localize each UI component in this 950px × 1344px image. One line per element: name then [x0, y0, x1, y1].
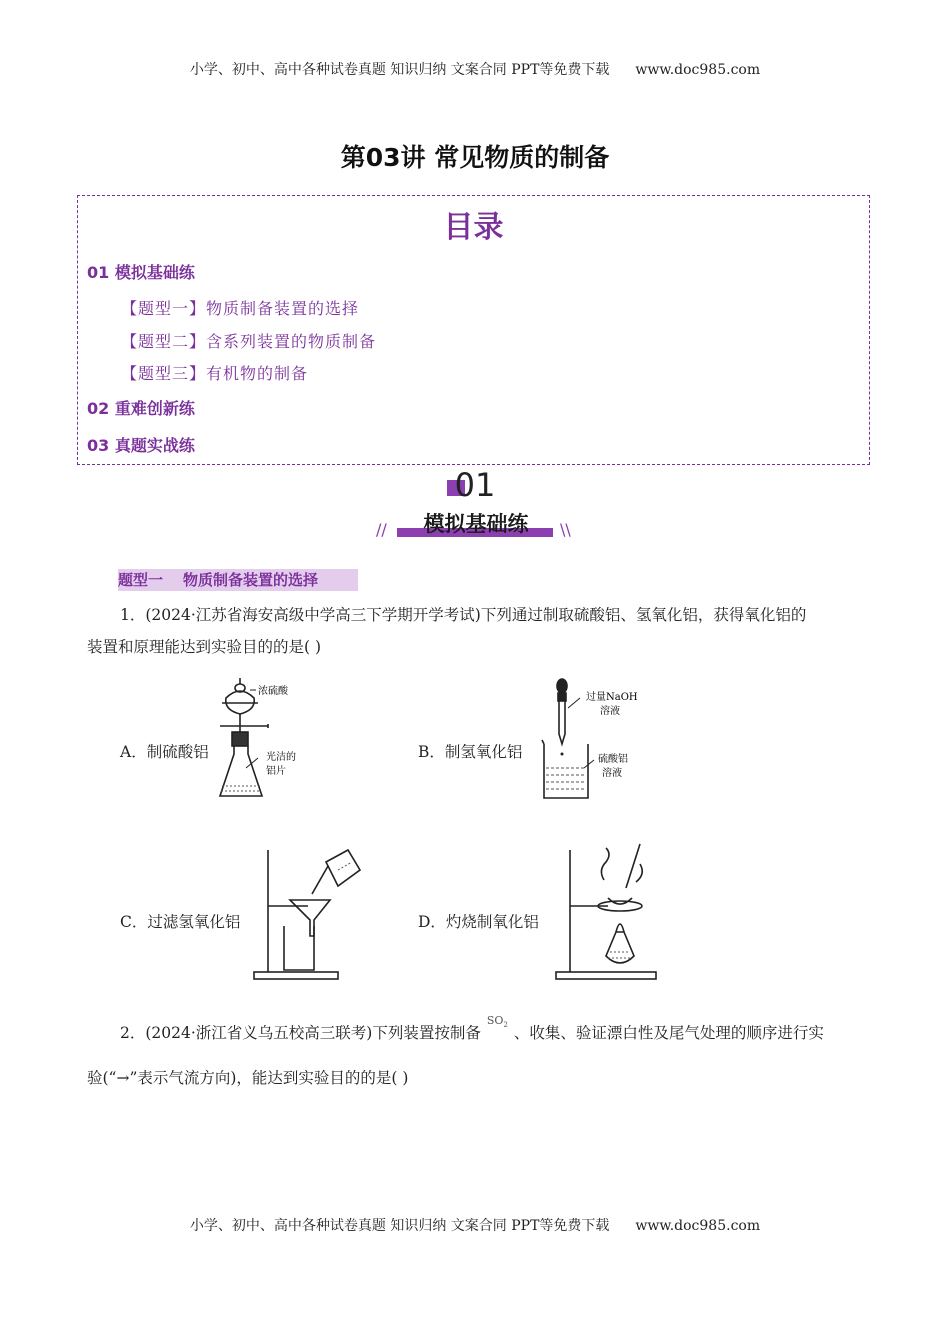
- footer-text: 小学、初中、高中各种试卷真题 知识归纳 文案合同 PPT等免费下载: [189, 1218, 610, 1234]
- fig-b-label-solution1: 溶液: [600, 706, 620, 717]
- footer-url[interactable]: www.doc985.com: [635, 1218, 761, 1234]
- q1-option-a[interactable]: A．制硫酸铝: [120, 743, 209, 761]
- q2-formula-main: SO: [486, 1014, 504, 1027]
- toc-item-type2[interactable]: 【题型二】含系列装置的物质制备: [121, 332, 377, 351]
- header-text: 小学、初中、高中各种试卷真题 知识归纳 文案合同 PPT等免费下载: [189, 62, 610, 78]
- toc-heading: 目录: [443, 210, 504, 245]
- fig-a-label-acid: 浓硫酸: [258, 686, 288, 697]
- section-number-text: 01: [454, 466, 496, 504]
- fig-b-label-solution2: 溶液: [602, 768, 622, 779]
- page-footer: [0, 1215, 950, 1235]
- banner-slash-right: \\: [560, 520, 571, 539]
- q2-line1: [87, 1014, 867, 1054]
- toc-item-type3[interactable]: 【题型三】有机物的制备: [121, 364, 309, 383]
- toc-item-type1[interactable]: 【题型一】物质制备装置的选择: [121, 299, 360, 318]
- figure-b-apparatus: [538, 676, 658, 802]
- section-name: 模拟基础练: [423, 512, 529, 536]
- table-of-contents: [77, 195, 870, 465]
- q1-option-c[interactable]: C．过滤氢氧化铝: [120, 913, 241, 931]
- fig-b-label-naoh: 过量NaOH: [586, 692, 638, 703]
- qtype-label: 题型一: [118, 571, 164, 589]
- q2-line2: 验(“→”表示气流方向)，能达到实验目的的是( ): [87, 1069, 409, 1087]
- q2-formula: [486, 1014, 508, 1030]
- q2-text-pre: 2．(2024·浙江省义乌五校高三联考)下列装置按制备: [120, 1024, 481, 1042]
- figure-a-apparatus: [212, 676, 322, 802]
- toc-item-03[interactable]: 03 真题实战练: [87, 436, 195, 455]
- q1-option-d[interactable]: D．灼烧制氧化铝: [418, 913, 539, 931]
- q2-text-post: 、收集、验证漂白性及尾气处理的顺序进行实: [513, 1024, 824, 1042]
- toc-item-01[interactable]: 01 模拟基础练: [87, 263, 195, 282]
- question-type-label: [118, 569, 358, 591]
- q1-line2: 装置和原理能达到实验目的的是( ): [87, 638, 322, 656]
- header-url[interactable]: www.doc985.com: [635, 62, 761, 78]
- fig-b-label-al2so4: 硫酸铝: [598, 754, 628, 765]
- fig-a-label-al: 铝片: [266, 766, 286, 777]
- banner-slash-left: //: [376, 520, 387, 539]
- fig-a-label-clean: 光洁的: [266, 752, 296, 763]
- q1-option-b[interactable]: B．制氢氧化铝: [418, 743, 523, 761]
- page-header: [0, 59, 950, 79]
- q2-formula-sub: 2: [503, 1021, 508, 1030]
- section-banner: [393, 508, 559, 538]
- section-number: [0, 466, 950, 504]
- q1-line1: 1．(2024·江苏省海安高级中学高三下学期开学考试)下列通过制取硫酸铝、氢氧化铝，获得氧化铝的: [120, 606, 807, 624]
- toc-item-02[interactable]: 02 重难创新练: [87, 399, 195, 418]
- figure-d-apparatus: [550, 840, 668, 984]
- page-title: 第03讲 常见物质的制备: [340, 143, 610, 172]
- qtype-name: 物质制备装置的选择: [183, 571, 319, 589]
- figure-c-apparatus: [248, 840, 368, 984]
